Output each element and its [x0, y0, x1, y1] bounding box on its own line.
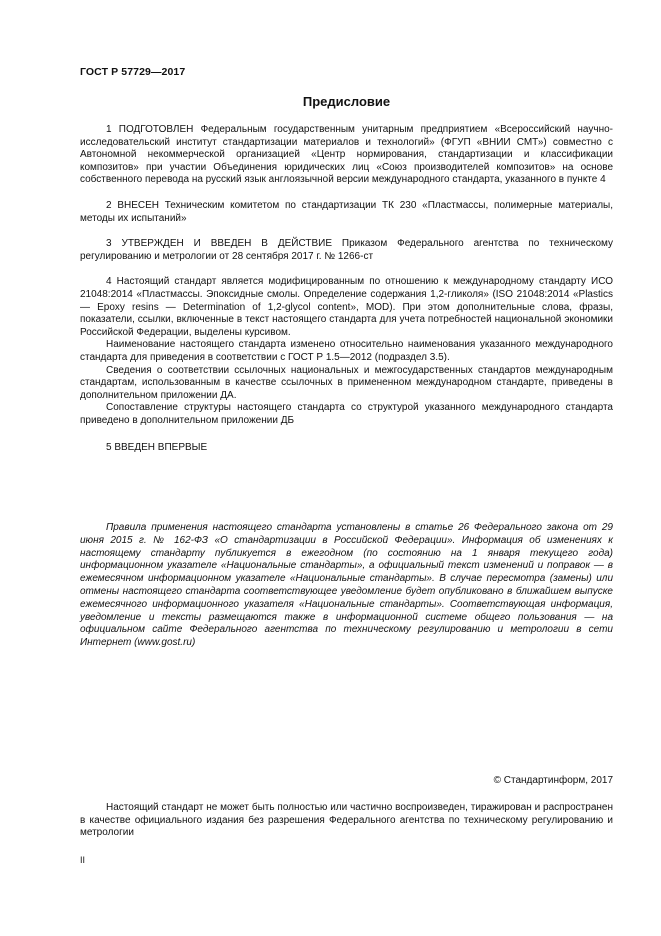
foreword-body	[80, 124, 613, 455]
section-4-paragraph-3: Сведения о соответствии ссылочных национальных и межгосударственных стандартов международным стандартам, использованным в качестве ссылочных в примененном международном стандарте, приведены в дополнительном приложении ДА.	[80, 364, 613, 401]
section-4-paragraph-1: 4 Настоящий стандарт является модифицированным по отношению к международному стандарту ИСО 21048:2014 «Пластмассы. Эпоксидные смолы. Определение содержания 1,2-гликоля» (ISO 21048:2014 «Plastics — Epoxy resins — Determination of 1,2-glycol content», MOD). При этом дополнительные слова, фразы, показатели, ссылки, включенные в текст настоящего стандарта для учета потребностей национальной экономики Российской Федерации, выделены курсивом.	[80, 276, 613, 338]
section-1: 1 ПОДГОТОВЛЕН Федеральным государственным унитарным предприятием «Всероссийский научно-исследовательский институт стандартизации материалов и технологий» (ФГУП «ВНИИ СМТ») совместно с Автономной некоммерческой организацией «Центр нормирования, стандартизации и классификации композитов» при участии Объединения юридических лиц «Союз производителей композитов» на основе собственного перевода на русский язык англоязычной версии международного стандарта, указанного в пункте 4	[80, 124, 613, 186]
page-title: Предисловие	[302, 94, 391, 109]
rules-notice-block	[80, 522, 613, 650]
page-number: II	[80, 855, 86, 865]
section-4-paragraph-2: Наименование настоящего стандарта изменено относительно наименования указанного международного стандарта для приведения в соответствии с ГОСТ Р 1.5—2012 (подраздел 3.5).	[80, 339, 613, 363]
section-3: 3 УТВЕРЖДЕН И ВВЕДЕН В ДЕЙСТВИЕ Приказом Федерального агентства по техническому регулированию и метрологии от 28 сентября 2017 г. № 1266-ст	[80, 238, 613, 262]
section-4-paragraph-4: Сопоставление структуры настоящего стандарта со структурой указанного международного стандарта приведено в дополнительном приложении ДБ	[80, 402, 613, 426]
reproduction-notice-block	[80, 802, 613, 840]
rules-notice: Правила применения настоящего стандарта установлены в статье 26 Федерального закона от 29 июня 2015 г. № 162-ФЗ «О стандартизации в Российской Федерации». Информация об изменениях к настоящему стандарту публикуется в ежегодном (по состоянию на 1 января текущего года) информационном указателе «Национальные стандарты», а официальный текст изменений и поправок — в ежемесячном информационном указателе «Национальные стандарты». В случае пересмотра (замены) или отмены настоящего стандарта соответствующее уведомление будет опубликовано в ближайшем выпуске ежемесячного информационного указателя «Национальные стандарты». Соответствующая информация, уведомление и тексты размещаются также в информационной системе общего пользования — на официальном сайте Федерального агентства по техническому регулированию и метрологии в сети Интернет (www.gost.ru)	[80, 522, 613, 649]
reproduction-notice: Настоящий стандарт не может быть полностью или частично воспроизведен, тиражирован и распространен в качестве официального издания без разрешения Федерального агентства по техническому регулированию и метрологии	[80, 802, 613, 839]
document-header: ГОСТ Р 57729—2017	[80, 66, 186, 78]
copyright: © Стандартинформ, 2017	[493, 775, 613, 786]
section-2: 2 ВНЕСЕН Техническим комитетом по стандартизации ТК 230 «Пластмассы, полимерные материалы, методы их испытаний»	[80, 199, 613, 224]
section-5: 5 ВВЕДЕН ВПЕРВЫЕ	[106, 442, 208, 454]
